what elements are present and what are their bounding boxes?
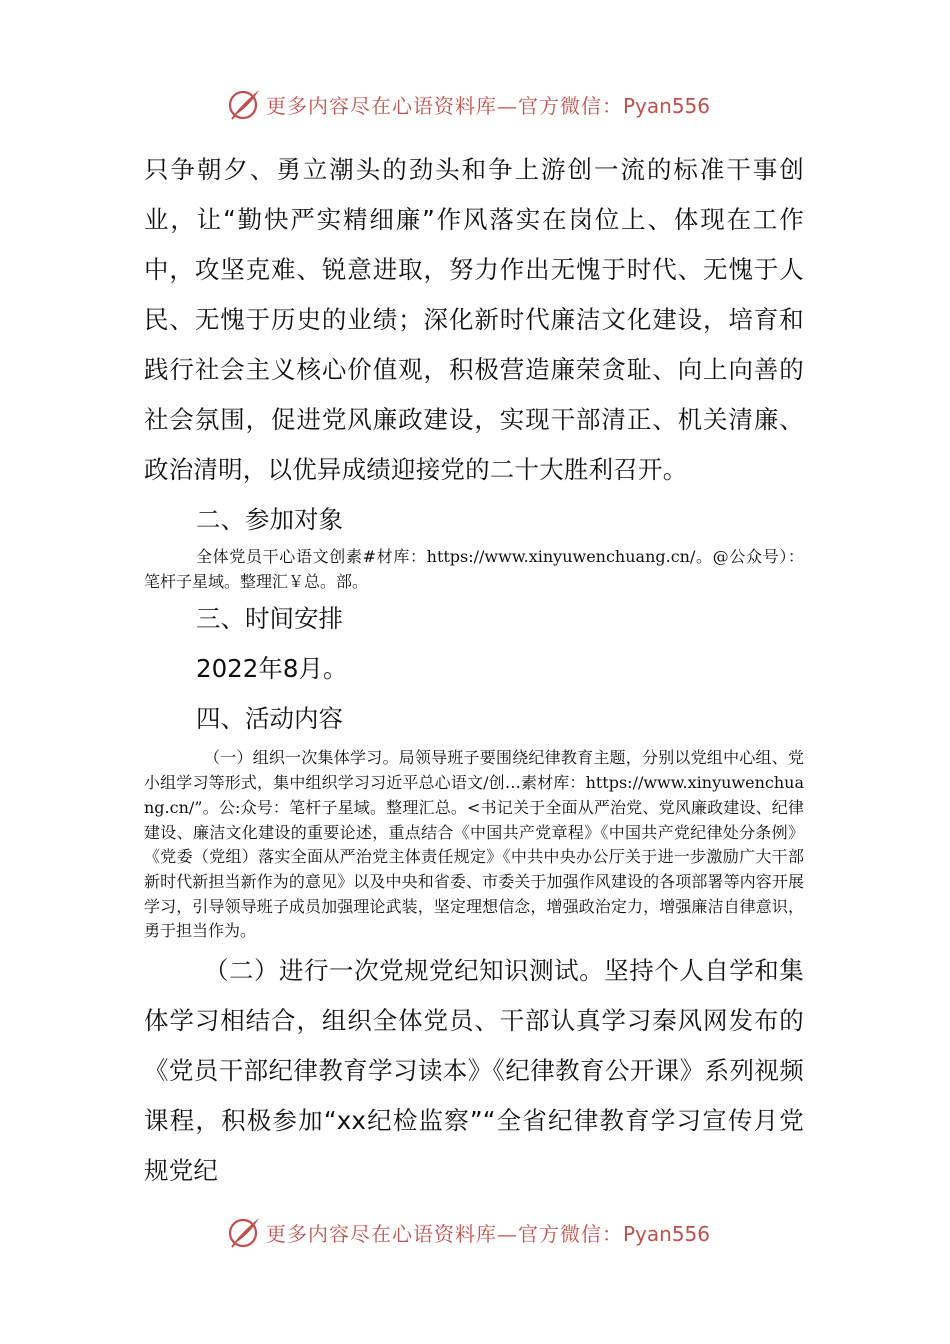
schedule-date: 2022年8月。 xyxy=(196,654,348,684)
quill-pen-logo-icon xyxy=(228,1215,262,1249)
footer-banner xyxy=(228,1212,728,1252)
section-heading-activities: 四、活动内容 xyxy=(196,704,343,734)
quill-pen-logo-icon xyxy=(228,87,262,121)
wechat-id: Pyan556 xyxy=(623,1221,711,1246)
section-heading-participants: 二、参加对象 xyxy=(196,505,343,534)
document-body xyxy=(144,145,804,1196)
intro-paragraph: 只争朝夕、勇立潮头的劲头和争上游创一流的标准干事创业，让“勤快严实精细廉”作风落实在岗位上、体现在工作中，攻坚克难、锐意进取，努力作出无愧于时代、无愧于人民、无愧于历史的业绩；深化新时代廉洁文化建设，培育和践行社会主义核心价值观，积极营造廉荣贪耻、向上向善的社会氛围，促进党风廉政建设，实现干部清正、机关清廉、政治清明，以优异成绩迎接党的二十大胜利召开。 xyxy=(144,155,804,484)
section-heading-schedule: 三、时间安排 xyxy=(196,604,343,634)
activity-item-2: （二）进行一次党规党纪知识测试。坚持个人自学和集体学习相结合，组织全体党员、干部认真学习秦风网发布的《党员干部纪律教育学习读本》《纪律教育公开课》系列视频课程，积极参加“xx纪检监察”“全省纪律教育学习宣传月党规党纪 xyxy=(144,956,804,1186)
banner-text xyxy=(266,90,710,119)
banner-text xyxy=(266,1218,710,1247)
banner-label: 更多内容尽在心语资料库—官方微信： xyxy=(266,93,623,118)
banner-label: 更多内容尽在心语资料库—官方微信： xyxy=(266,1221,623,1246)
participants-paragraph: 全体党员干心语文创素#材库：https://www.xinyuwenchuang.cn/。@公众号）：笔杆子星域。整理汇￥总。部。 xyxy=(144,547,804,591)
header-banner xyxy=(228,84,728,124)
activity-item-1: （一）组织一次集体学习。局领导班子要围绕纪律教育主题，分别以党组中心组、党小组学习等形式，集中组织学习习近平总心语文/创…素材库：https://www.xinyuwenchuang.cn/”。公:众号：笔杆子星域。整理汇总。<书记关于全面从严治党、党风廉政建设、纪律建设、廉洁文化建设的重要论述，重点结合《中国共产党章程》《中国共产党纪律处分条例》《党委（党组）落实全面从严治党主体责任规定》《中共中央办公厅关于进一步激励广大干部新时代新担当新作为的意见》以及中央和省委、市委关于加强作风建设的各项部署等内容开展学习，引导领导班子成员加强理论武装，坚定理想信念，增强政治定力，增强廉洁自律意识，勇于担当作为。 xyxy=(144,748,804,941)
wechat-id: Pyan556 xyxy=(623,93,711,118)
